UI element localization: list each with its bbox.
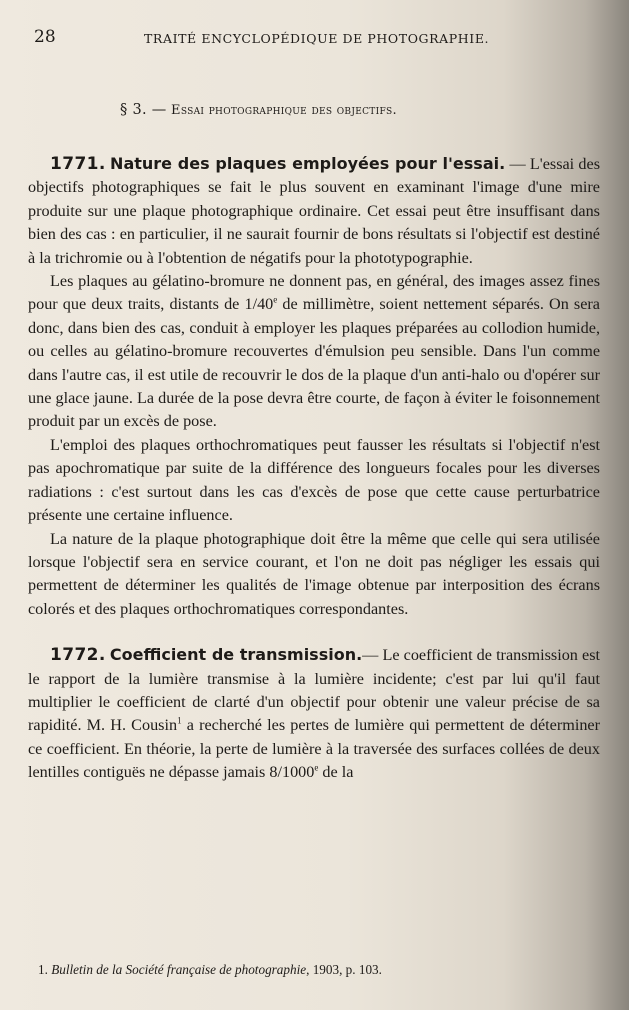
article-1771-number: 1771. [50, 154, 106, 174]
article-1772-text-1c: de la [318, 763, 354, 782]
article-1771-paragraph-2 [28, 270, 600, 434]
article-1771-paragraph-1 [28, 152, 600, 270]
footnote-title: Bulletin de la Société française de photographie [51, 962, 307, 977]
footnote [38, 962, 598, 978]
body-text [28, 152, 600, 785]
article-1771-dash: — [505, 155, 526, 173]
article-1772-heading: Coefficient de transmission. [109, 645, 363, 665]
article-1772-number: 1772. [50, 645, 106, 666]
footnote-marker: 1. [38, 962, 48, 977]
footnote-rest: , 1903, p. 103. [306, 962, 382, 977]
article-1771-text-2b: de millimètre, soient nettement séparés. On sera donc, dans bien des cas, conduit à employer les plaques préparées au collodion humide, ou celles au gélatino-bromure recouvertes d'émulsion peu sensible. Dans l'un comme dans l'autre cas, il est utile de recouvrir le dos de la plaque d'un anti-halo ou d'opérer sur une glace jaune. La durée de la pose devra être courte, de façon à éviter le foisonnement produit par un excès de pose. [28, 295, 600, 431]
page-header [34, 27, 594, 51]
article-1772-text-1b: a recherché les pertes de lumière qui permettent de déterminer ce coefficient. En théorie, la perte de lumière à la traversée des surfaces collées de deux lentilles contiguës ne dépasse jamais 8/1000 [28, 716, 600, 782]
article-1771-paragraph-4: La nature de la plaque photographique doit être la même que celle qui sera utilisée lorsque l'objectif sera en service courant, et l'on ne doit pas négliger les essais qui permettent de déterminer les qualités de l'image obtenue par interposition des écrans colorés et des plaques orthochromatiques correspondantes. [28, 529, 600, 618]
article-1771-superscript: e [273, 295, 278, 306]
article-1772-paragraph-1 [28, 643, 600, 784]
section-heading [120, 102, 540, 118]
article-1771-paragraph-3: L'emploi des plaques orthochromatiques peut fausser les résultats si l'objectif n'est pas apochromatique par suite de la différence des longueurs focales pour les diverses radiations : c'est surtout dans les cas d'excès de pose que cette cause perturbatrice présente une certaine influence. [28, 435, 600, 525]
running-head: TRAITÉ ENCYCLOPÉDIQUE DE PHOTOGRAPHIE. [144, 31, 490, 46]
article-1772-dash: — [362, 646, 379, 665]
page-number: 28 [34, 27, 56, 47]
article-1771-text-1: L'essai des objectifs photographiques se fait le plus souvent en examinant l'image d'une mire produite sur une plaque photographique ordinaire. Cet essai peut être insuffisant dans bien des cas : en particulier, il ne saurait fournir de bons résultats si l'objectif est destiné à la trichromie ou à l'obtention de négatifs pour la phototypographie. [28, 155, 601, 267]
article-1772-text-1a: Le coefficient de transmission est le rapport de la lumière transmise à la lumière incidente; c'est par lui qu'il faut multiplier le coefficient de clarté d'un objectif pour obtenir une valeur précise de sa rapidité. M. H. Cousin [28, 646, 600, 735]
article-1771-text-2a: Les plaques au gélatino-bromure ne donnent pas, en général, des images assez fines pour que deux traits, distants de 1/40 [28, 272, 600, 314]
article-1772-superscript: e [314, 762, 319, 773]
section-symbol: § 3. — [120, 102, 167, 118]
footnote-ref: 1 [177, 715, 182, 726]
section-title: Essai photographique des objectifs. [171, 103, 397, 118]
article-1771-heading: Nature des plaques employées pour l'essai. [110, 154, 506, 173]
